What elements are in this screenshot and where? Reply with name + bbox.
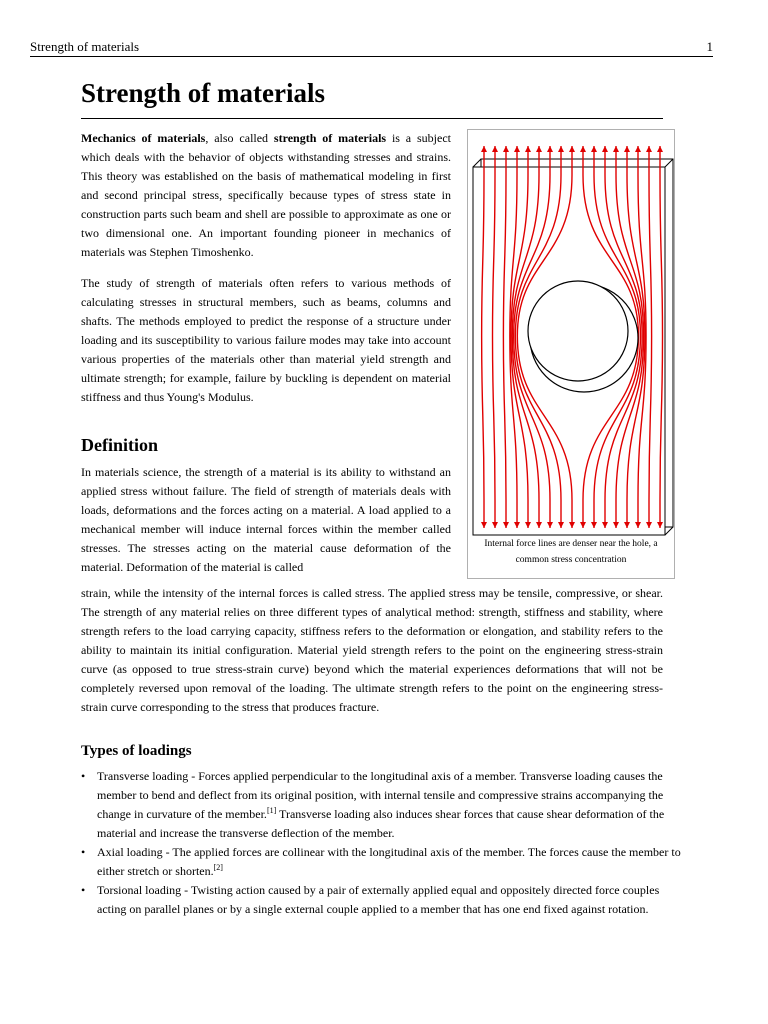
loadings-list bbox=[81, 767, 681, 919]
bullet: • bbox=[81, 845, 86, 859]
definition-paragraph-narrow: In materials science, the strength of a material is its ability to withstand an applied stress without failure. The field of strength of materials deals with loads, deformations and the forces acting on a material. A load applied to a mechanical member will induce internal forces within the member called stresses. The stresses acting on the material cause deformation of the material. Deformation of the material is called bbox=[81, 465, 451, 574]
citation-1[interactable]: [1] bbox=[266, 806, 277, 815]
intro-connector: , also called bbox=[205, 131, 274, 145]
list-item-transverse bbox=[81, 767, 681, 843]
arrow-head-top bbox=[635, 146, 641, 152]
arrow-head-top bbox=[514, 146, 520, 152]
arrow-head-top bbox=[591, 146, 597, 152]
axial-text: Axial loading - The applied forces are collinear with the longitudinal axis of the member. The forces cause the member to either stretch or shorten. bbox=[97, 845, 681, 878]
intro-rest: is a subject which deals with the behavior of objects withstanding stresses and strains. This theory was established on the basis of mathematical modeling in first and second principal stress, specifically because types of stress state in construction parts such beam and shell are possible to approximate as one or two dimensional one. An important founding pioneer in mechanics of materials was Stephen Timoshenko. bbox=[81, 131, 451, 259]
term-mechanics: Mechanics of materials bbox=[81, 131, 206, 145]
arrow-head-top bbox=[525, 146, 531, 152]
arrow-head-top bbox=[580, 146, 586, 152]
transverse-text-cont: Transverse loading also induces shear forces that cause shear deformation of the material and increase the transverse deflection of the member. bbox=[97, 807, 665, 840]
stress-figure bbox=[467, 129, 675, 579]
arrow-head-top bbox=[492, 146, 498, 152]
arrow-head-top bbox=[536, 146, 542, 152]
arrow-head-top bbox=[613, 146, 619, 152]
bullet: • bbox=[81, 769, 86, 783]
intro-paragraph bbox=[81, 129, 451, 262]
arrow-head-top bbox=[481, 146, 487, 152]
arrow-head-top bbox=[547, 146, 553, 152]
list-item-torsional bbox=[81, 881, 681, 919]
transverse-text: Transverse loading - Forces applied perpendicular to the longitudinal axis of a member. Transverse loading causes the member to bend and deflect from its original position, with internal tensile and compressive strains accompanying the change in curvature of the member. bbox=[97, 769, 664, 821]
term-strength: strength of materials bbox=[273, 131, 387, 145]
running-header bbox=[30, 38, 713, 57]
definition-heading: Definition bbox=[81, 435, 159, 455]
bullet: • bbox=[81, 883, 86, 897]
page-number: 1 bbox=[706, 39, 713, 54]
arrow-head-top bbox=[624, 146, 630, 152]
loadings-heading: Types of loadings bbox=[81, 743, 192, 759]
arrow-head-top bbox=[657, 146, 663, 152]
running-title: Strength of materials bbox=[30, 39, 140, 54]
title-rule bbox=[81, 118, 663, 119]
arrow-head-top bbox=[558, 146, 564, 152]
arrow-head-top bbox=[646, 146, 652, 152]
citation-2[interactable]: [2] bbox=[213, 863, 223, 872]
definition-paragraph-wide: strain, while the intensity of the internal forces is called stress. The applied stress may be tensile, compressive, or shear. The strength of any material relies on three different types of analytical method: strength, stiffness and stability, where strength refers to the load carrying capacity, stiffness refers to the deformation or elongation, and stability refers to the ability to maintain its initial configuration. Material yield strength refers to the point on the engineering stress-strain curve (as opposed to true stress-strain curve) beyond which the material experiences deformations that will not be completely reversed upon removal of the loading. The ultimate strength refers to the point on the engineering stress-strain curve corresponding to the stress that produces fracture. bbox=[81, 586, 663, 714]
figure-caption: Internal force lines are denser near the hole, a common stress concentration bbox=[484, 539, 658, 565]
force-lines-diagram bbox=[468, 130, 674, 536]
arrow-head-top bbox=[503, 146, 509, 152]
list-item-axial bbox=[81, 843, 681, 881]
arrow-head-top bbox=[569, 146, 575, 152]
page-title: Strength of materials bbox=[81, 78, 325, 108]
torsional-text: Torsional loading - Twisting action caused by a pair of externally applied equal and oppositely directed force couples acting on parallel planes or by a single external couple applied to a member that has one end fixed against rotation. bbox=[97, 883, 660, 916]
study-paragraph: The study of strength of materials often refers to various methods of calculating stresses in structural members, such as beams, columns and shafts. The methods employed to predict the response of a structure under loading and its susceptibility to various failure modes may take into account various properties of the materials other than material yield strength and ultimate strength; for example, failure by buckling is dependent on material stiffness and thus Young's Modulus. bbox=[81, 276, 451, 404]
arrow-head-top bbox=[602, 146, 608, 152]
